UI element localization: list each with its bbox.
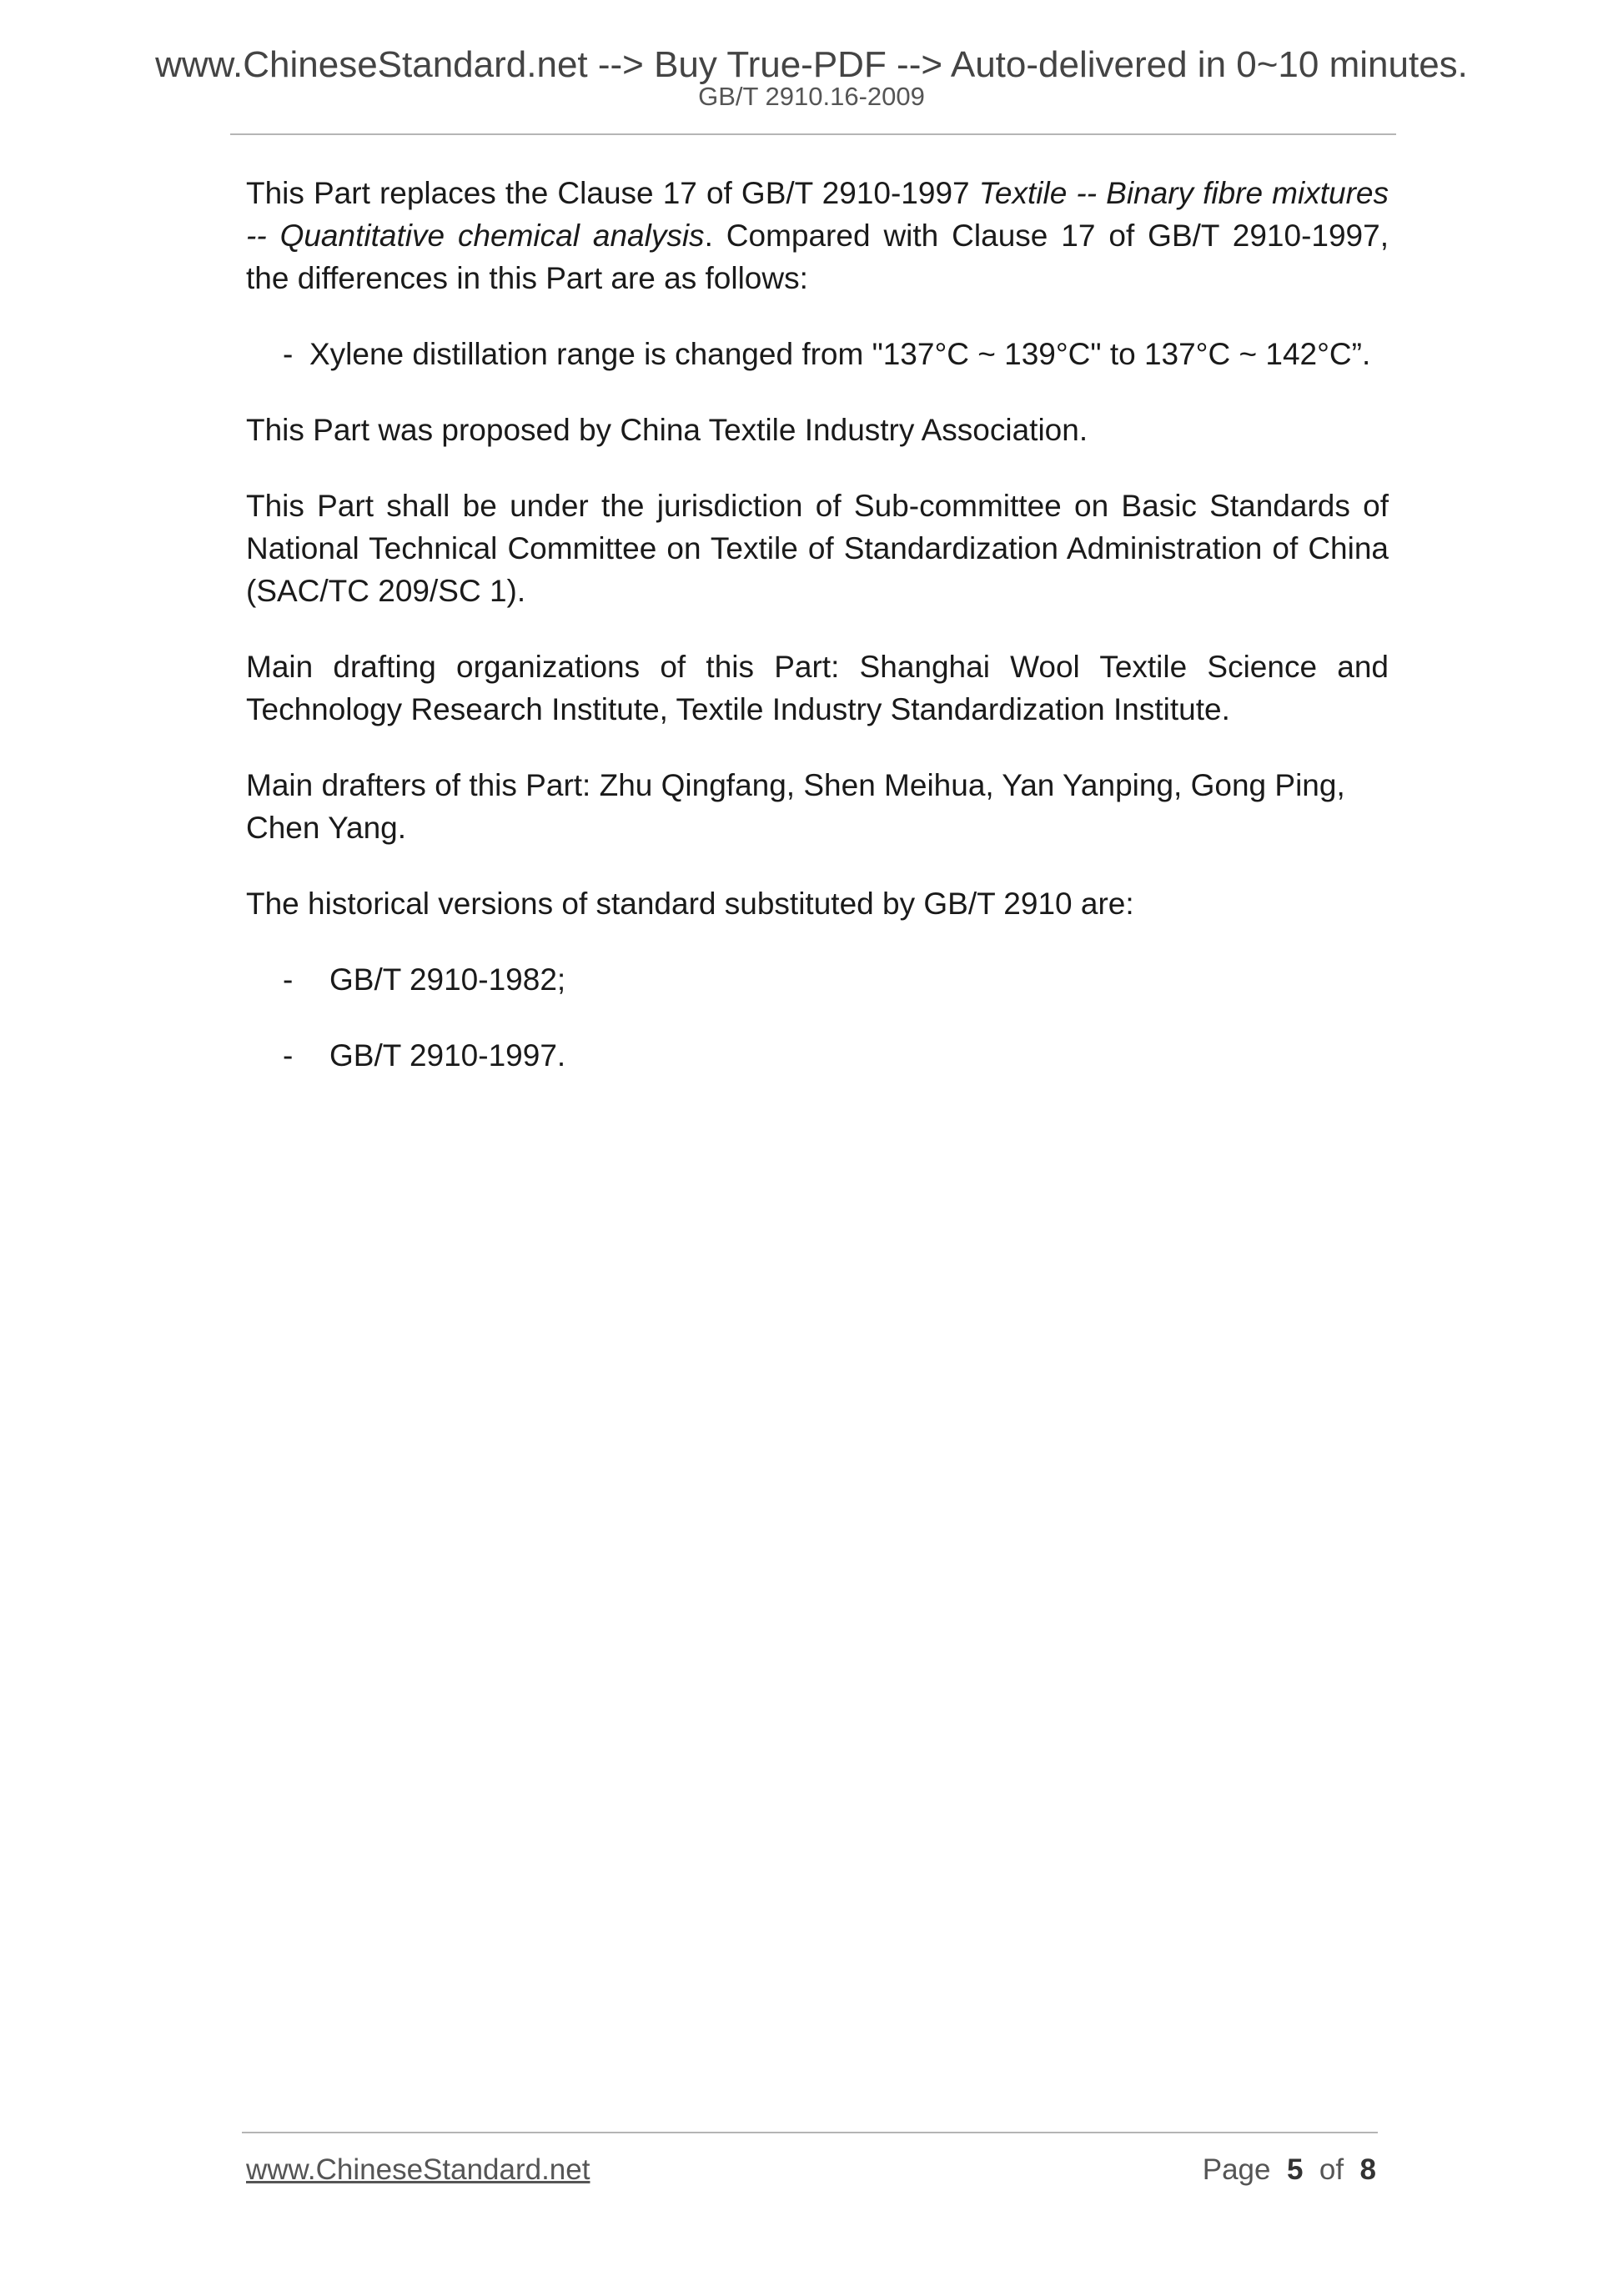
- document-body: [246, 172, 1389, 1110]
- total-pages: 8: [1359, 2153, 1376, 2186]
- history-item: [246, 958, 1389, 1001]
- list-dash: -: [283, 962, 294, 997]
- paragraph-drafters: Main drafters of this Part: Zhu Qingfang, Shen Meihua, Yan Yanping, Gong Ping, Chen Yang.: [246, 768, 1345, 845]
- paragraph-proposed: This Part was proposed by China Textile Industry Association.: [246, 413, 1088, 447]
- referenced-standard-title: Textile -- Binary fibre mixtures -- Quantitative chemical analysis: [246, 176, 1389, 253]
- paragraph-replaces: [246, 172, 1389, 299]
- paragraph-replaces-lead: This Part replaces the Clause 17 of GB/T 2910-1997: [246, 176, 979, 210]
- header-divider: [230, 133, 1396, 135]
- header-banner: www.ChineseStandard.net --> Buy True-PDF --> Auto-delivered in 0~10 minutes.: [155, 44, 1468, 85]
- page-word: Page: [1202, 2153, 1271, 2186]
- list-dash: -: [283, 337, 294, 371]
- paragraph-replaces-tail: . Compared with Clause 17 of GB/T 2910-1997, the differences in this Part are as follows:: [246, 219, 1389, 295]
- paragraph-history: The historical versions of standard substituted by GB/T 2910 are:: [246, 887, 1134, 921]
- list-dash: -: [283, 1038, 294, 1073]
- footer-divider: [242, 2132, 1378, 2133]
- difference-item: [246, 333, 1389, 375]
- page-number: [1203, 2152, 1376, 2188]
- current-page: 5: [1286, 2153, 1304, 2186]
- paragraph-drafting-organizations: Main drafting organizations of this Part: Shanghai Wool Textile Science and Technology Research Institute, Textile Industry Standardization Institute.: [246, 650, 1389, 726]
- history-version: GB/T 2910-1997.: [329, 1038, 566, 1073]
- footer-website-link[interactable]: www.ChineseStandard.net: [246, 2153, 590, 2186]
- paragraph-jurisdiction: This Part shall be under the jurisdiction of Sub-committee on Basic Standards of National Technical Committee on Textile of Standardization Administration of China (SAC/TC 209/SC 1).: [246, 489, 1389, 608]
- history-item: [246, 1034, 1389, 1077]
- of-word: of: [1319, 2153, 1344, 2186]
- document-code: GB/T 2910.16-2009: [698, 82, 925, 111]
- difference-text: Xylene distillation range is changed from "137°C ~ 139°C" to 137°C ~ 142°C”.: [309, 337, 1371, 371]
- history-version: GB/T 2910-1982;: [329, 962, 566, 997]
